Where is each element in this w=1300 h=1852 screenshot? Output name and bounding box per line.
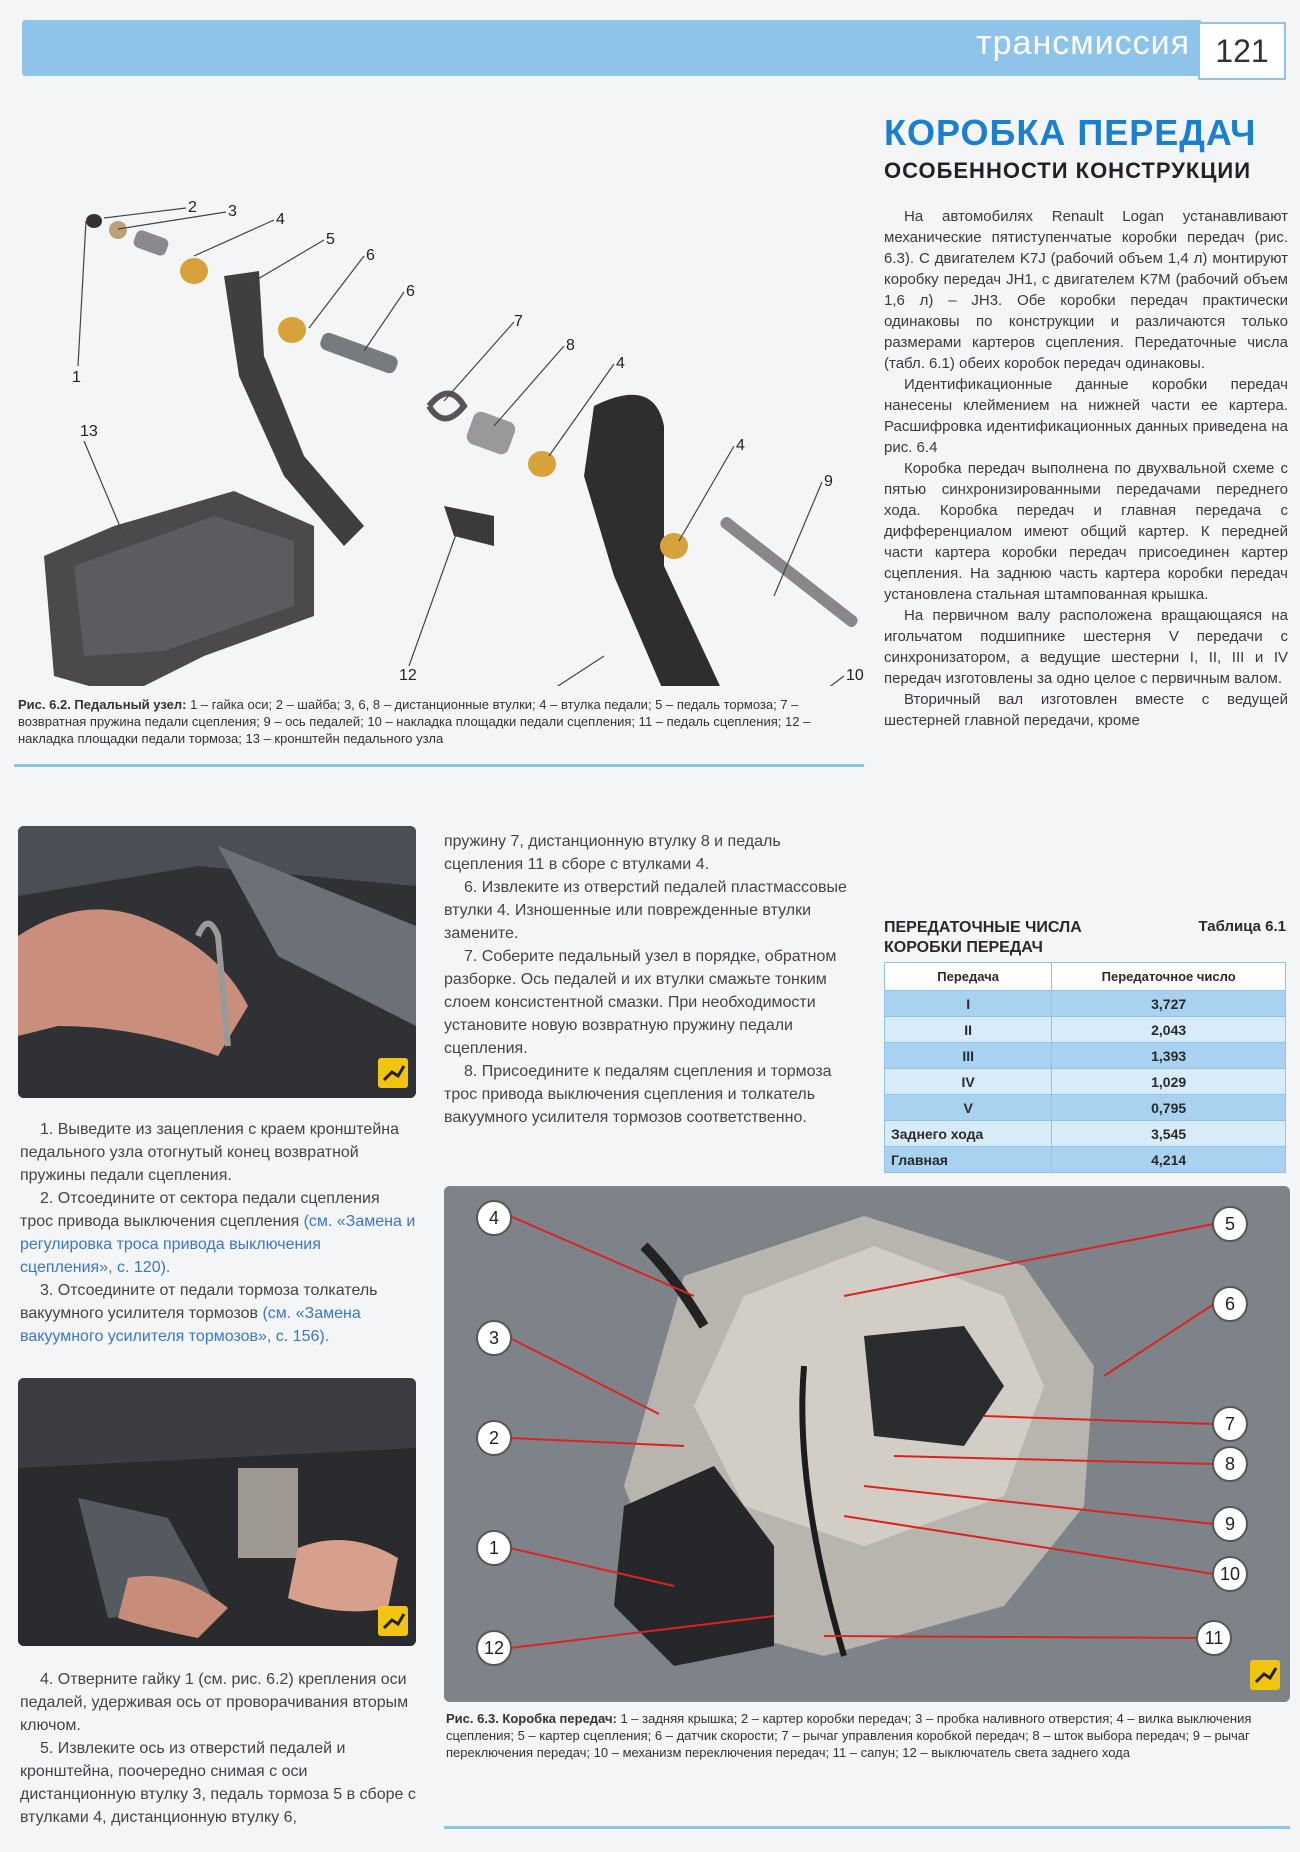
fig62-label-6: 6 bbox=[406, 283, 415, 300]
fig62-label-5: 5 bbox=[326, 231, 335, 248]
step-4: 4. Отверните гайку 1 (см. рис. 6.2) крепления оси педалей, удерживая ось от проворачивания вторым ключом. bbox=[20, 1671, 409, 1734]
table-title-line2: КОРОБКИ ПЕРЕДАЧ bbox=[884, 939, 1043, 956]
fig62-label-4c: 4 bbox=[736, 437, 745, 454]
fig63-label-2: 2 bbox=[488, 1428, 500, 1448]
body-paragraph: На первичном валу расположена вращающаяся на игольчатом подшипнике шестерня V передачи с синхронизатором, а ведущие шестерни I, II, III и IV передач изготовлены за одно целое с первичным валом. bbox=[884, 607, 1288, 687]
step-5-cont: пружину 7, дистанционную втулку 8 и педаль сцепления 11 в сборе с втулками 4. bbox=[444, 833, 781, 873]
table-cell-ratio: 3,545 bbox=[1052, 1121, 1286, 1147]
table-cell-gear: II bbox=[885, 1017, 1052, 1043]
fig63-divider bbox=[444, 1826, 1290, 1829]
page-number: 121 bbox=[1198, 22, 1286, 80]
table-row bbox=[885, 1147, 1286, 1173]
fig63-label-4: 4 bbox=[488, 1208, 500, 1228]
fig62-label-8: 8 bbox=[566, 337, 575, 354]
fig62-label-12: 12 bbox=[399, 667, 417, 684]
photo-step-1 bbox=[18, 826, 416, 1098]
fig63-label-5: 5 bbox=[1224, 1214, 1236, 1234]
fig63-label-1: 1 bbox=[488, 1538, 500, 1558]
fig62-label-4b: 4 bbox=[616, 355, 625, 372]
fig63-label-7: 7 bbox=[1224, 1414, 1236, 1434]
table-cell-ratio: 0,795 bbox=[1052, 1095, 1286, 1121]
fig63-label-3: 3 bbox=[488, 1328, 500, 1348]
body-paragraph: Коробка передач выполнена по двухвальной схеме с пятью синхронизированными передачами переднего хода. Коробка передач и главная передача с дифференциалом имеют общий картер. К передней части картера коробки передач присоединен картер сцепления. На заднюю часть картера коробки передач установлена стальная штампованная крышка. bbox=[884, 460, 1288, 603]
table-row bbox=[885, 1017, 1286, 1043]
fig62-label-6a: 6 bbox=[366, 247, 375, 264]
body-paragraph: Идентификационные данные коробки передач нанесены клеймением на нижней части ее картера. Расшифровка идентификационных данных приведена на рис. 6.4 bbox=[884, 376, 1288, 456]
fig63-label-8: 8 bbox=[1224, 1454, 1236, 1474]
step-2 bbox=[20, 1187, 416, 1279]
step-3-text: 3. Отсоедините от педали тормоза толкатель вакуумного усилителя тормозов bbox=[20, 1282, 378, 1322]
fig63-label-6: 6 bbox=[1224, 1294, 1236, 1314]
table-row bbox=[885, 991, 1286, 1017]
table-row bbox=[885, 1121, 1286, 1147]
photo-step-4 bbox=[18, 1378, 416, 1646]
fig62-caption bbox=[18, 696, 864, 747]
fig63-label-12: 12 bbox=[483, 1638, 505, 1658]
table-header-ratio: Передаточное число bbox=[1052, 963, 1286, 991]
table-cell-gear: Главная bbox=[885, 1147, 1052, 1173]
fig63-caption-title: Рис. 6.3. Коробка передач: bbox=[446, 1711, 617, 1726]
fig62-caption-title: Рис. 6.2. Педальный узел: bbox=[18, 697, 187, 712]
fig63-caption bbox=[446, 1710, 1288, 1761]
body-paragraph: Вторичный вал изготовлен вместе с ведущей шестерней главной передачи, кроме bbox=[884, 691, 1288, 729]
fig62-label-2: 2 bbox=[188, 199, 197, 216]
table-row bbox=[885, 1043, 1286, 1069]
fig62-label-10: 10 bbox=[846, 667, 864, 684]
step-5: 5. Извлеките ось из отверстий педалей и кронштейна, поочередно снимая с оси дистанционную втулку 3, педаль тормоза 5 в сборе с втулками 4, дистанционную втулку 6, bbox=[20, 1740, 416, 1826]
fig63-caption-text: 1 – задняя крышка; 2 – картер коробки передач; 3 – пробка наливного отверстия; 4 – вилка выключения сцепления; 5 – картер сцепления; 6 – датчик скорости; 7 – рычаг управления коробкой передач; 8 – шток выбора передач; 9 – рычаг переключения передач; 10 – механизм переключения передач; 11 – сапун; 12 – выключатель света заднего хода bbox=[446, 1711, 1252, 1760]
table-cell-gear: IV bbox=[885, 1069, 1052, 1095]
step-2-link[interactable]: (см. «Замена и регулировка троса привода выключения сцепления», с. 120). bbox=[20, 1213, 416, 1276]
table-row bbox=[885, 1095, 1286, 1121]
body-paragraph: На автомобилях Renault Logan устанавливают механические пятиступенчатые коробки передач (рис. 6.3). С двигателем K7J (рабочий объем 1,4 л) монтируют коробку передач JH1, с двигателем K7M (рабочий объем 1,6 л) – JH3. Обе коробки передач практически одинаковы по конструкции и различаются только размерами картеров сцепления. Передаточные числа (табл. 6.1) обеих коробок передач одинаковы. bbox=[884, 208, 1288, 372]
step-6: 6. Извлеките из отверстий педалей пластмассовые втулки 4. Изношенные или поврежденные втулки замените. bbox=[444, 879, 847, 942]
page-title: КОРОБКА ПЕРЕДАЧ bbox=[884, 112, 1257, 153]
gear-ratio-table bbox=[884, 962, 1286, 1173]
fig62-caption-text: 1 – гайка оси; 2 – шайба; 3, 6, 8 – дистанционные втулки; 4 – втулка педали; 5 – педаль тормоза; 7 – возвратная пружина педали сцепления; 9 – ось педалей; 10 – накладка площадки педали сцепления; 11 – педаль сцепления; 12 – накладка площадки педали тормоза; 13 – кронштейн педального узла bbox=[18, 697, 811, 746]
step-8: 8. Присоедините к педалям сцепления и тормоза трос привода выключения сцепления и толкатель вакуумного усилителя тормозов соответственно. bbox=[444, 1063, 832, 1126]
fig63-label-11: 11 bbox=[1204, 1628, 1224, 1648]
steps-left-block2 bbox=[20, 1668, 416, 1829]
table-cell-gear: III bbox=[885, 1043, 1052, 1069]
fig62-label-13: 13 bbox=[80, 423, 98, 440]
fig63-label-10: 10 bbox=[1219, 1564, 1241, 1584]
table-cell-ratio: 3,727 bbox=[1052, 991, 1286, 1017]
fig62-label-4: 4 bbox=[276, 211, 285, 228]
step-1: 1. Выведите из зацепления с краем кронштейна педального узла отогнутый конец возвратной пружины педали сцепления. bbox=[20, 1121, 399, 1184]
section-title: трансмиссия bbox=[976, 24, 1190, 62]
fig62-label-7: 7 bbox=[514, 313, 523, 330]
step-3-link[interactable]: (см. «Замена вакуумного усилителя тормозов», с. 156). bbox=[20, 1305, 361, 1345]
table-cell-gear: Заднего хода bbox=[885, 1121, 1052, 1147]
step-7: 7. Соберите педальный узел в порядке, обратном разборке. Ось педалей и их втулки смажьте тонким слоем консистентной смазки. При необходимости установите новую возвратную пружину педали сцепления. bbox=[444, 948, 837, 1057]
body-text bbox=[884, 206, 1288, 731]
fig62-label-1: 1 bbox=[72, 369, 81, 386]
fig62-divider bbox=[14, 764, 864, 767]
table-cell-ratio: 1,393 bbox=[1052, 1043, 1286, 1069]
table-cell-gear: I bbox=[885, 991, 1052, 1017]
table-cell-ratio: 4,214 bbox=[1052, 1147, 1286, 1173]
table-header-gear: Передача bbox=[885, 963, 1052, 991]
gearbox-figure bbox=[444, 1186, 1290, 1702]
table-cell-gear: V bbox=[885, 1095, 1052, 1121]
table-cell-ratio: 2,043 bbox=[1052, 1017, 1286, 1043]
section-subtitle: ОСОБЕННОСТИ КОНСТРУКЦИИ bbox=[884, 158, 1252, 183]
steps-left-block1 bbox=[20, 1118, 416, 1348]
step-2-text: 2. Отсоедините от сектора педали сцепления трос привода выключения сцепления bbox=[20, 1190, 380, 1230]
fig62-label-9: 9 bbox=[824, 473, 833, 490]
table-label: Таблица 6.1 bbox=[1198, 918, 1286, 935]
fig63-label-9: 9 bbox=[1224, 1514, 1236, 1534]
steps-middle bbox=[444, 830, 862, 1129]
step-3 bbox=[20, 1279, 416, 1348]
table-title-line1: ПЕРЕДАТОЧНЫЕ ЧИСЛА bbox=[884, 919, 1082, 936]
table-cell-ratio: 1,029 bbox=[1052, 1069, 1286, 1095]
pedal-assembly-figure bbox=[14, 96, 864, 686]
table-row bbox=[885, 1069, 1286, 1095]
fig62-label-3: 3 bbox=[228, 203, 237, 220]
